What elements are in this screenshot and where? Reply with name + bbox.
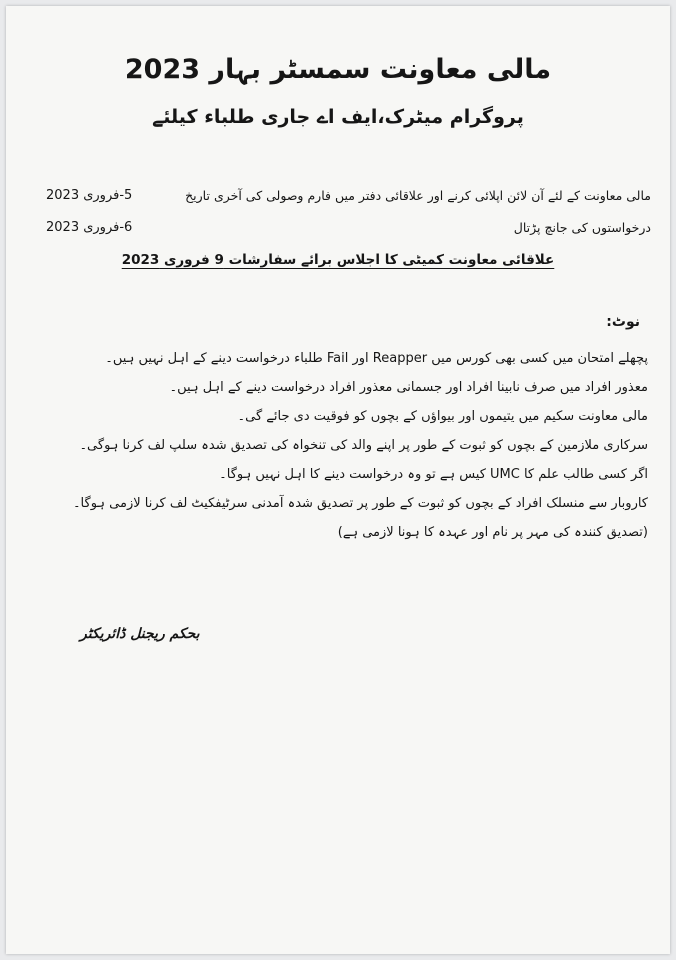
signature: بحکم ریجنل ڈائریکٹر [80, 626, 200, 642]
meeting-announcement: علاقائی معاونت کمیٹی کا اجلاس برائے سفارشات 9 فروری 2023 [121, 252, 555, 268]
schedule-row-review [46, 220, 651, 244]
note-label: نوٹ: [606, 314, 640, 330]
notice-document [6, 6, 670, 954]
page-subtitle: پروگرام میٹرک،ایف اے جاری طلباء کیلئے [152, 106, 524, 128]
note-item: پچھلے امتحان میں کسی بھی کورس میں Reapper اور Fail طلباء درخواست دینے کے اہل نہیں ہیں۔ [105, 351, 648, 366]
schedule-text: مالی معاونت کے لئے آن لائن اپلائی کرنے اور علاقائی دفتر میں فارم وصولی کی آخری تاریخ [185, 188, 651, 203]
note-item: (تصدیق کنندہ کی مہر پر نام اور عہدہ کا ہونا لازمی ہے) [337, 525, 648, 540]
schedule-date: 5-فروری 2023 [46, 188, 133, 203]
note-item: معذور افراد میں صرف نابینا افراد اور جسمانی معذور افراد درخواست دینے کے اہل ہیں۔ [169, 380, 648, 395]
page-title: مالی معاونت سمسٹر بہار 2023 [124, 54, 552, 85]
schedule-text: درخواستوں کی جانچ پڑتال [513, 220, 651, 235]
schedule-date: 6-فروری 2023 [46, 220, 133, 235]
schedule-row-deadline [46, 188, 651, 212]
note-item: کاروبار سے منسلک افراد کے بچوں کو ثبوت کے طور پر تصدیق شدہ آمدنی سرٹیفکیٹ لف کرنا لازمی ہوگا۔ [72, 496, 648, 511]
note-item: مالی معاونت سکیم میں یتیموں اور بیواؤں کے بچوں کو فوقیت دی جائے گی۔ [237, 409, 648, 424]
note-item: سرکاری ملازمین کے بچوں کو ثبوت کے طور پر اپنے والد کی تنخواہ کی تصدیق شدہ سلپ لف کرنا ہوگی۔ [79, 438, 648, 453]
notes-list [72, 344, 648, 547]
note-item: اگر کسی طالب علم کا UMC کیس ہے تو وہ درخواست دینے کا اہل نہیں ہوگا۔ [219, 467, 648, 482]
